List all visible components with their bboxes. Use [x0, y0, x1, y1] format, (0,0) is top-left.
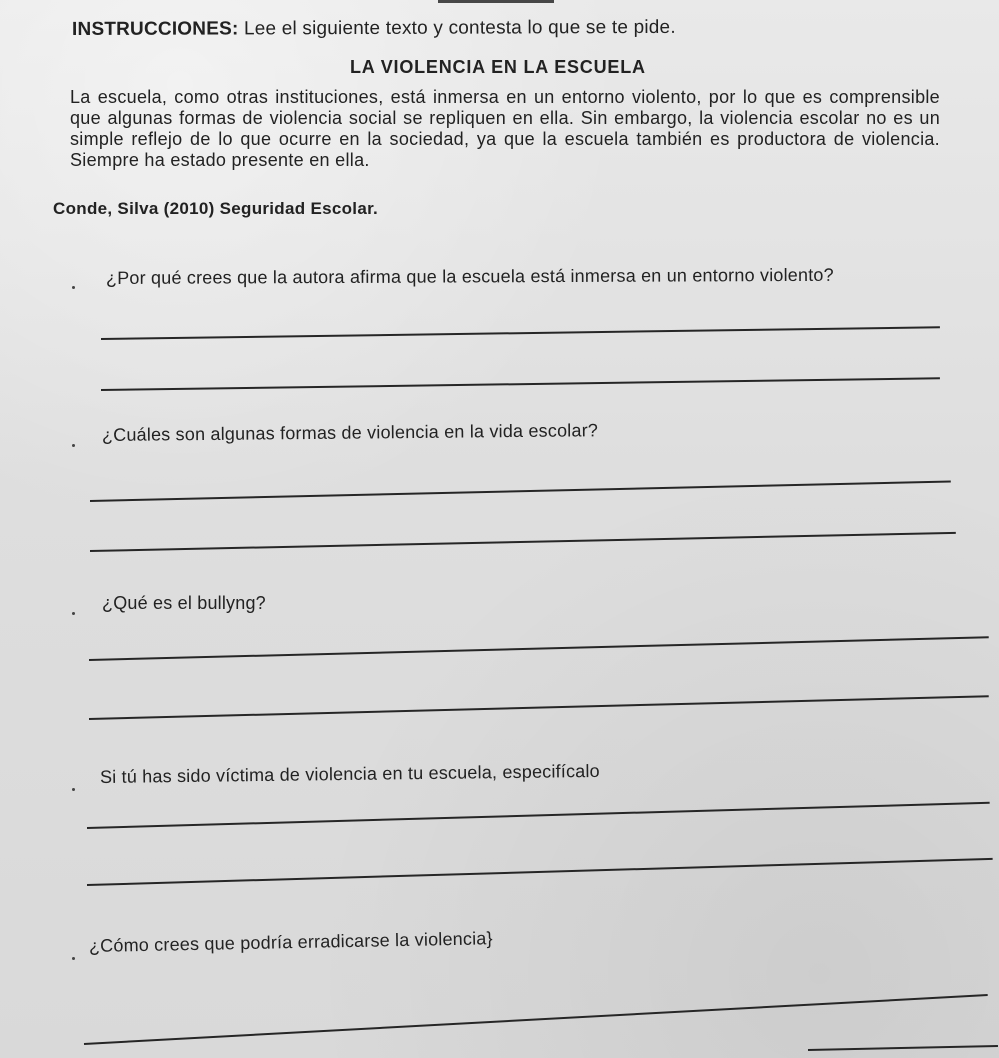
instructions-line: [72, 16, 676, 42]
reading-paragraph: La escuela, como otras instituciones, está inmersa en un entorno violento, por lo que es comprensible que algunas formas de violencia social se repliquen en ella. Sin embargo, la violencia escolar no es un simple reflejo de lo que ocurre en la sociedad, ya que la escuela también es productora de violencia. Siempre ha estado presente en ella.: [70, 87, 940, 170]
question-5: ¿Cómo crees que podría erradicarse la violencia}: [88, 928, 493, 956]
answer-line[interactable]: [101, 326, 940, 340]
question-3: ¿Qué es el bullyng?: [102, 593, 266, 613]
question-bullet: [72, 788, 75, 791]
question-bullet: [72, 444, 75, 447]
answer-line[interactable]: [808, 1045, 998, 1051]
question-bullet: [72, 286, 75, 289]
answer-line[interactable]: [90, 532, 956, 552]
question-bullet: [72, 957, 75, 960]
worksheet-title: LA VIOLENCIA EN LA ESCUELA: [350, 57, 646, 77]
answer-line[interactable]: [101, 377, 940, 391]
citation: Conde, Silva (2010) Seguridad Escolar.: [53, 199, 379, 218]
question-bullet: [72, 612, 75, 615]
answer-line[interactable]: [84, 994, 988, 1045]
answer-line[interactable]: [89, 636, 989, 661]
answer-line[interactable]: [90, 480, 951, 502]
instructions-label: INSTRUCCIONES:: [72, 18, 239, 40]
top-rule: [438, 0, 554, 3]
question-4: Si tú has sido víctima de violencia en tu escuela, especifícalo: [99, 760, 600, 787]
question-1: ¿Por qué crees que la autora afirma que la escuela está inmersa en un entorno violento?: [105, 264, 834, 288]
answer-line[interactable]: [89, 695, 989, 720]
question-2: ¿Cuáles son algunas formas de violencia en la vida escolar?: [101, 420, 599, 445]
answer-line[interactable]: [87, 858, 993, 886]
answer-line[interactable]: [87, 802, 990, 829]
instructions-text: Lee el siguiente texto y contesta lo que se te pide.: [238, 16, 676, 40]
